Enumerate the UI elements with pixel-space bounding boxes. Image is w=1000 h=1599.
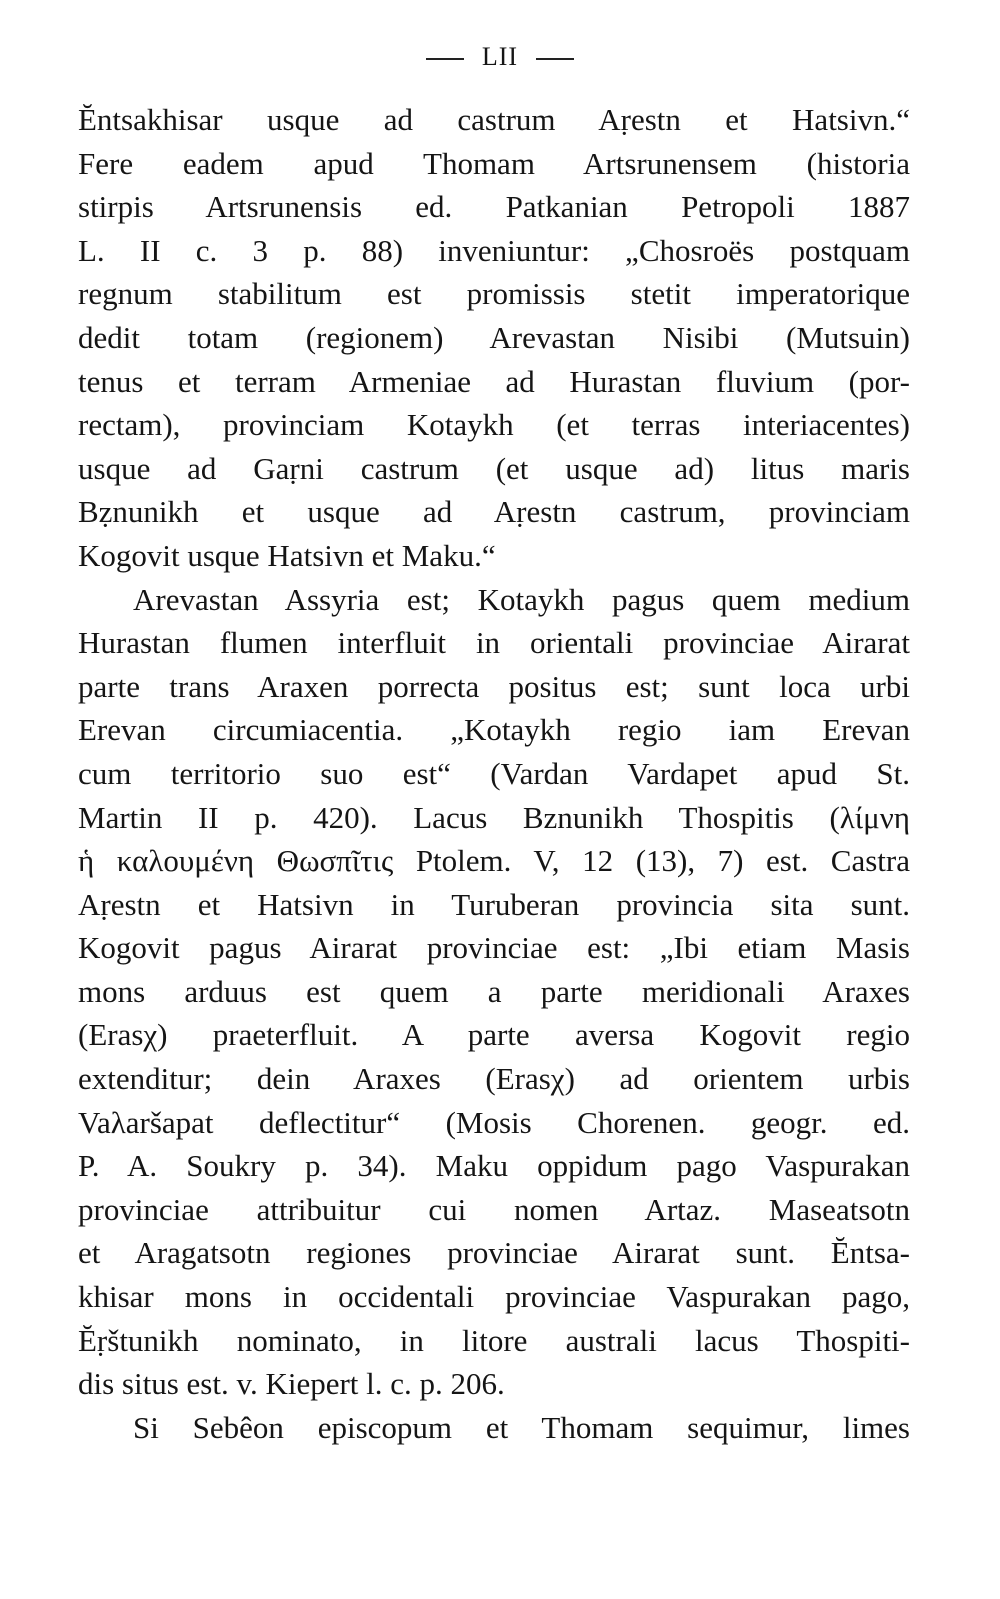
text-line: Kogovit usque Hatsivn et Maku.“: [78, 537, 496, 573]
text-line: ἡ καλουμένη Θωσπῖτις Ptolem. V, 12 (13), 7) est. Castra: [78, 843, 910, 879]
body-text: [78, 98, 910, 1449]
text-line: P. A. Soukry p. 34). Maku oppidum pago Vaspurakan: [78, 1148, 910, 1184]
text-line: Vaλaršapat deflectitur“ (Mosis Chorenen. geogr. ed.: [78, 1104, 910, 1140]
text-line: dedit totam (regionem) Arevastan Nisibi (Mutsuin): [78, 319, 910, 355]
text-line: Si Sebêon episcopum et Thomam sequimur, limes: [133, 1409, 910, 1445]
header-dash-right: [536, 58, 574, 60]
text-line: regnum stabilitum est promissis stetit imperatorique: [78, 276, 910, 312]
text-line: rectam), provinciam Kotaykh (et terras interiacentes): [78, 407, 910, 443]
text-line: Kogovit pagus Airarat provinciae est: „Ibi etiam Masis: [78, 930, 910, 966]
text-line: Ĕntsakhisar usque ad castrum Aṛestn et Hatsivn.“: [78, 102, 910, 137]
page-header: [0, 42, 1000, 72]
text-line: provinciae attribuitur cui nomen Artaz. Maseatsotn: [78, 1191, 910, 1227]
text-line: khisar mons in occidentali provinciae Vaspurakan pago,: [78, 1279, 910, 1315]
page-number: LII: [481, 42, 519, 71]
text-line: dis situs est. v. Kiepert l. c. p. 206.: [78, 1366, 505, 1402]
text-line: Aṛestn et Hatsivn in Turuberan provincia sita sunt.: [78, 886, 910, 922]
text-line: usque ad Gaṛni castrum (et usque ad) litus maris: [78, 450, 910, 486]
text-line: et Aragatsotn regiones provinciae Airarat sunt. Ĕntsa-: [78, 1235, 910, 1271]
text-line: Fere eadem apud Thomam Artsrunensem (historia: [78, 145, 910, 181]
text-line: Martin II p. 420). Lacus Bznunikh Thospitis (λίμνη: [78, 799, 910, 835]
text-line: Ĕṛštunikh nominato, in litore australi lacus Thospiti-: [78, 1322, 910, 1358]
text-line: Bẓnunikh et usque ad Aṛestn castrum, provinciam: [78, 494, 910, 530]
text-line: (Erasχ) praeterfluit. A parte aversa Kogovit regio: [78, 1017, 910, 1053]
text-line: tenus et terram Armeniae ad Hurastan fluvium (por-: [78, 363, 910, 399]
text-line: extenditur; dein Araxes (Erasχ) ad orientem urbis: [78, 1061, 910, 1097]
text-line: mons arduus est quem a parte meridionali Araxes: [78, 973, 910, 1009]
text-line: cum territorio suo est“ (Vardan Vardapet apud St.: [78, 755, 910, 791]
text-line: stirpis Artsrunensis ed. Patkanian Petropoli 1887: [78, 189, 910, 225]
header-dash-left: [426, 58, 464, 60]
text-line: Erevan circumiacentia. „Kotaykh regio iam Erevan: [78, 712, 910, 748]
text-line: L. II c. 3 p. 88) inveniuntur: „Chosroës postquam: [78, 232, 910, 268]
text-line: parte trans Araxen porrecta positus est; sunt loca urbi: [78, 668, 910, 704]
text-line: Arevastan Assyria est; Kotaykh pagus quem medium: [133, 581, 910, 617]
text-line: Hurastan flumen interfluit in orientali provinciae Airarat: [78, 625, 910, 661]
